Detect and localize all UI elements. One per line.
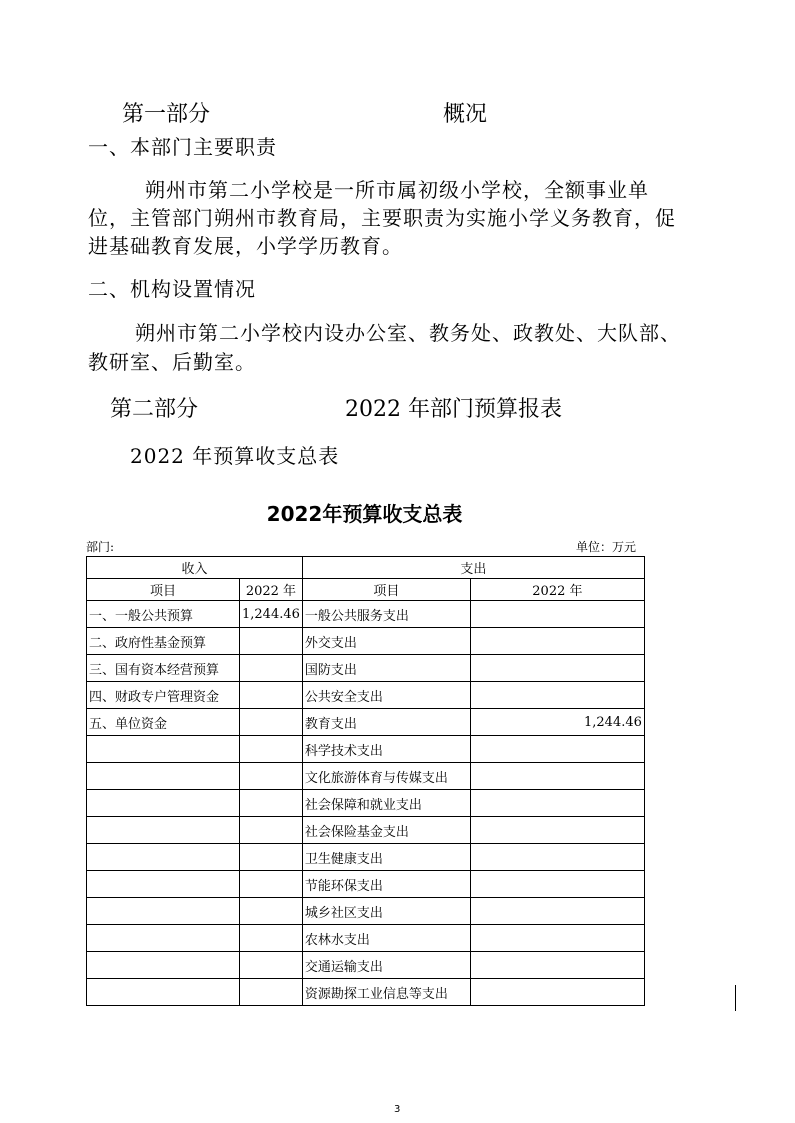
income-item-cell: 四、财政专户管理资金 [87, 682, 240, 709]
income-value-cell [240, 871, 303, 898]
section1-heading: 一、本部门主要职责 [88, 135, 277, 159]
income-item-cell [87, 844, 240, 871]
income-item-cell [87, 979, 240, 1006]
income-item-cell [87, 871, 240, 898]
expense-item-cell: 社会保障和就业支出 [302, 790, 470, 817]
dept-label: 部门: [86, 540, 115, 554]
expense-value-cell [470, 655, 644, 682]
income-item-cell [87, 763, 240, 790]
income-item-cell [87, 925, 240, 952]
income-item-cell [87, 790, 240, 817]
unit-label: 单位：万元 [576, 540, 637, 554]
income-value-cell [240, 817, 303, 844]
income-value-cell [240, 979, 303, 1006]
expense-header: 支出 [302, 557, 644, 579]
table-row [87, 979, 645, 1006]
income-value-cell [240, 655, 303, 682]
section2-line-1: 朔州市第二小学校内设办公室、教务处、政教处、大队部、 [135, 321, 681, 345]
expense-value-cell [470, 871, 644, 898]
expense-item-cell: 文化旅游体育与传媒支出 [302, 763, 470, 790]
expense-value-cell [470, 844, 644, 871]
income-value-cell [240, 763, 303, 790]
table-row [87, 601, 645, 628]
section2-heading: 二、机构设置情况 [88, 277, 256, 301]
expense-value-cell [470, 790, 644, 817]
expense-item-cell: 农林水支出 [302, 925, 470, 952]
income-value-cell [240, 682, 303, 709]
expense-value-cell [470, 817, 644, 844]
income-item-cell [87, 817, 240, 844]
income-item-cell: 三、国有资本经营预算 [87, 655, 240, 682]
table-group-header-row [87, 557, 645, 579]
table-row [87, 817, 645, 844]
col-header-expense-item: 项目 [302, 579, 470, 601]
table-row [87, 628, 645, 655]
expense-item-cell: 外交支出 [302, 628, 470, 655]
table-row [87, 763, 645, 790]
income-item-cell [87, 952, 240, 979]
income-value-cell [240, 898, 303, 925]
income-header: 收入 [87, 557, 303, 579]
table-row [87, 871, 645, 898]
table-row [87, 790, 645, 817]
expense-value-cell [470, 898, 644, 925]
expense-item-cell: 节能环保支出 [302, 871, 470, 898]
income-value-cell [240, 952, 303, 979]
income-value-cell: 1,244.46 [240, 601, 303, 628]
expense-value-cell [470, 601, 644, 628]
expense-item-cell: 教育支出 [302, 709, 470, 736]
expense-value-cell [470, 628, 644, 655]
section1-line-2: 位，主管部门朔州市教育局，主要职责为实施小学义务教育，促 [88, 206, 676, 230]
income-item-cell: 一、一般公共预算 [87, 601, 240, 628]
expense-item-cell: 公共安全支出 [302, 682, 470, 709]
income-value-cell [240, 736, 303, 763]
part2-label: 第二部分 [110, 397, 199, 422]
section2-line-2: 教研室、后勤室。 [88, 350, 256, 374]
expense-value-cell [470, 763, 644, 790]
expense-value-cell [470, 979, 644, 1006]
col-header-expense-year: 2022 年 [470, 579, 644, 601]
expense-item-cell: 社会保险基金支出 [302, 817, 470, 844]
part1-label: 第一部分 [122, 102, 211, 127]
page-number: 3 [394, 1104, 401, 1115]
expense-item-cell: 科学技术支出 [302, 736, 470, 763]
table-row [87, 898, 645, 925]
section1-line-3: 进基础教育发展，小学学历教育。 [88, 234, 403, 258]
table-row [87, 952, 645, 979]
budget-table [86, 556, 645, 1006]
table-row [87, 844, 645, 871]
income-item-cell: 二、政府性基金预算 [87, 628, 240, 655]
table-row [87, 736, 645, 763]
expense-item-cell: 交通运输支出 [302, 952, 470, 979]
income-value-cell [240, 925, 303, 952]
part2-title: 2022 年部门预算报表 [345, 397, 562, 422]
income-item-cell: 五、单位资金 [87, 709, 240, 736]
table-title: 2022年预算收支总表 [266, 502, 463, 526]
table-row [87, 655, 645, 682]
table-row [87, 709, 645, 736]
table-column-header-row [87, 579, 645, 601]
table-row [87, 682, 645, 709]
part1-title: 概况 [443, 102, 488, 127]
income-value-cell [240, 709, 303, 736]
table-edge-line [735, 985, 736, 1011]
expense-value-cell [470, 925, 644, 952]
expense-item-cell: 资源勘探工业信息等支出 [302, 979, 470, 1006]
expense-value-cell: 1,244.46 [470, 709, 644, 736]
expense-item-cell: 国防支出 [302, 655, 470, 682]
table-subheading: 2022 年预算收支总表 [130, 444, 340, 468]
expense-value-cell [470, 736, 644, 763]
income-value-cell [240, 790, 303, 817]
income-item-cell [87, 898, 240, 925]
section1-line-1: 朔州市第二小学校是一所市属初级小学校，全额事业单 [145, 178, 649, 202]
col-header-income-item: 项目 [87, 579, 240, 601]
income-value-cell [240, 844, 303, 871]
expense-value-cell [470, 952, 644, 979]
income-value-cell [240, 628, 303, 655]
expense-value-cell [470, 682, 644, 709]
income-item-cell [87, 736, 240, 763]
table-row [87, 925, 645, 952]
expense-item-cell: 卫生健康支出 [302, 844, 470, 871]
col-header-income-year: 2022 年 [240, 579, 303, 601]
expense-item-cell: 一般公共服务支出 [302, 601, 470, 628]
expense-item-cell: 城乡社区支出 [302, 898, 470, 925]
